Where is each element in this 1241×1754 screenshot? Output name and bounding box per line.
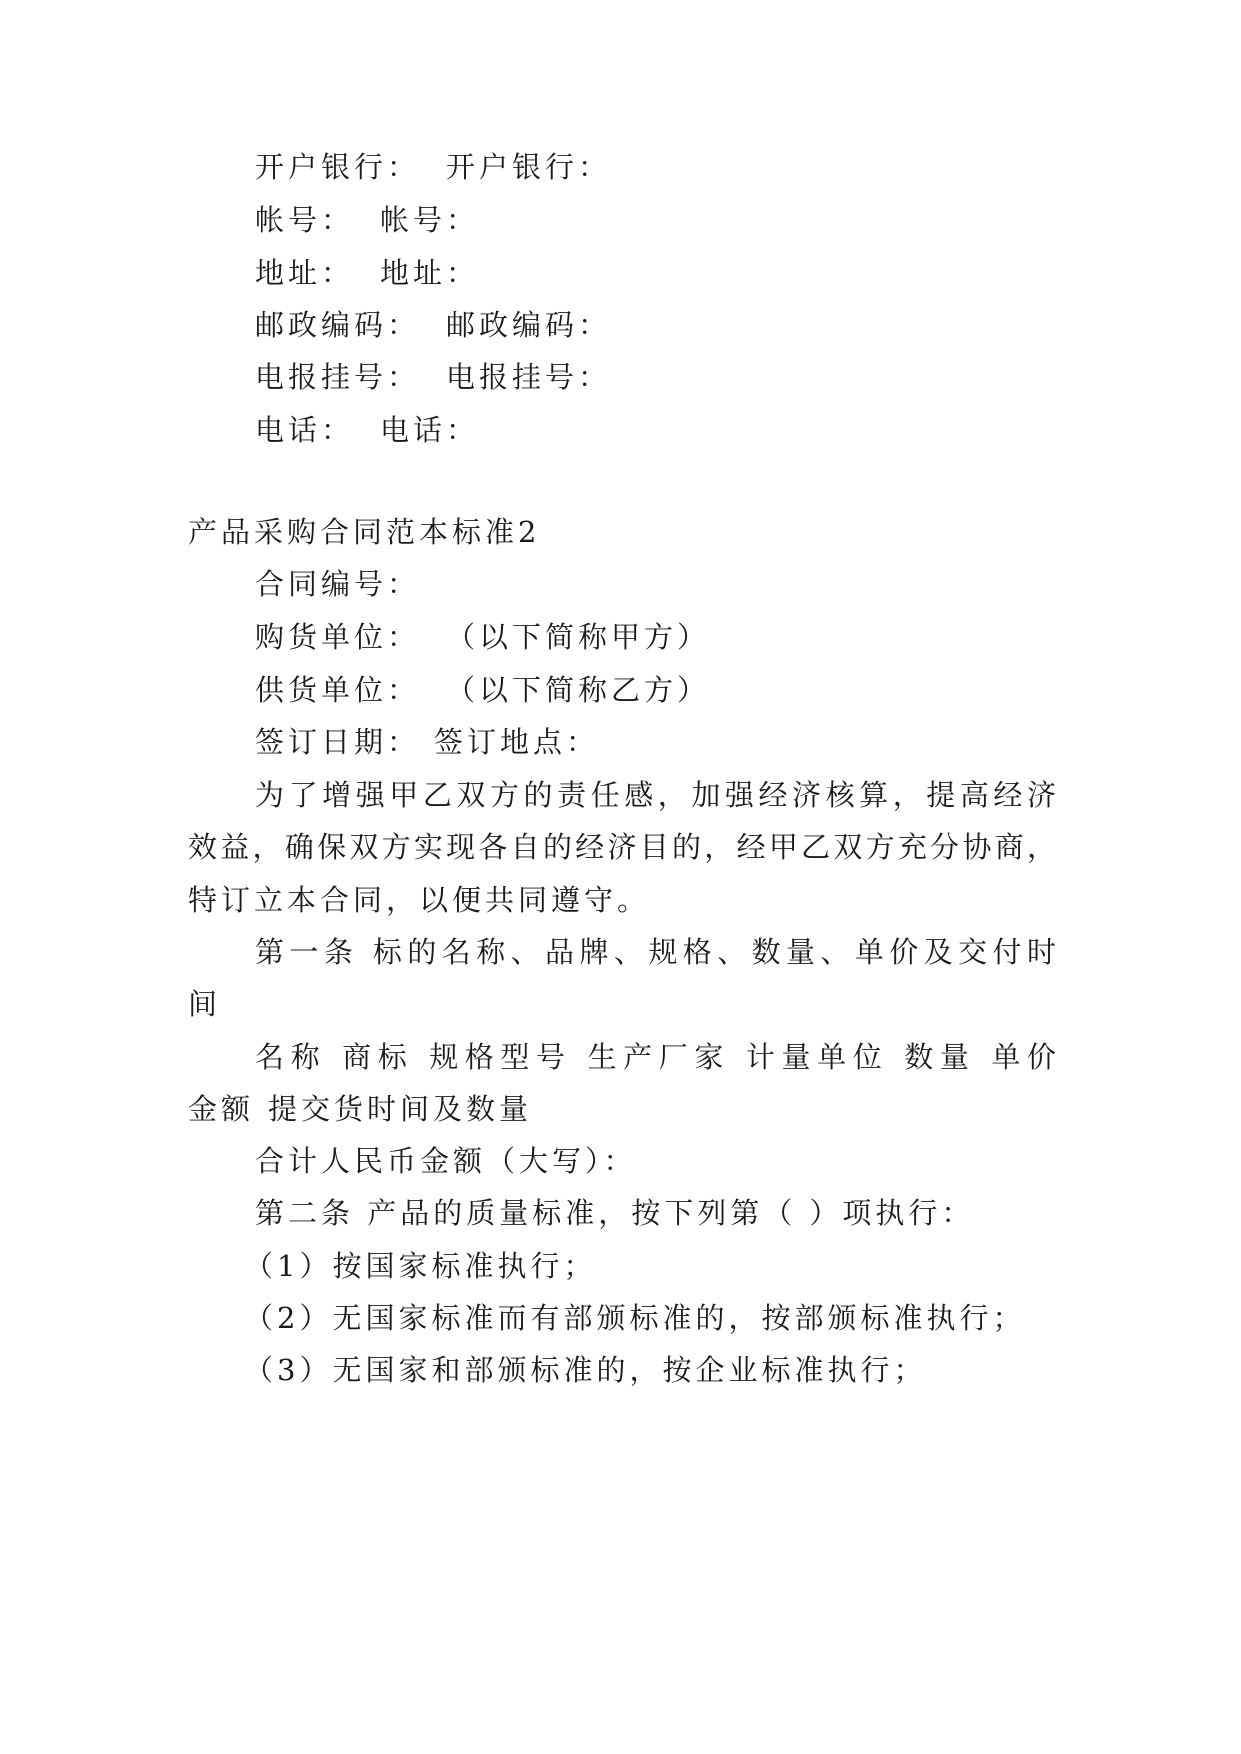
- option-3: （3）无国家和部颁标准的，按企业标准执行；: [244, 1353, 927, 1387]
- bank-label-party-b: 开户银行：: [446, 150, 612, 184]
- buyer-label: 购货单位：: [255, 620, 421, 654]
- article2-line: 第二条 产品的质量标准，按下列第（ ）项执行：: [255, 1196, 975, 1230]
- article1-line-1: 第一条 标的名称、品牌、规格、数量、单价及交付时: [255, 935, 1058, 969]
- telegraph-row: [255, 357, 1058, 397]
- total-amount-label: 合计人民币金额（大写）：: [255, 1144, 637, 1178]
- supplier-label: 供货单位：: [255, 673, 421, 707]
- column-unit-price: 单价: [991, 1040, 1058, 1074]
- contract-title: 产品采购合同范本标准2: [188, 515, 541, 549]
- column-amount: 金额: [188, 1092, 255, 1126]
- account-label-party-a: 帐号：: [255, 203, 355, 237]
- sign-date-label: 签订日期：: [255, 725, 421, 759]
- column-quantity: 数量: [904, 1040, 976, 1074]
- phone-label-party-b: 电话：: [380, 413, 480, 447]
- column-unit: 计量单位: [745, 1040, 889, 1074]
- option-2: （2）无国家标准而有部颁标准的，按部颁标准执行；: [244, 1301, 1026, 1335]
- address-label-party-a: 地址：: [255, 256, 355, 290]
- intro-line-3: 特订立本合同，以便共同遵守。: [188, 883, 651, 917]
- column-brand: 商标: [342, 1040, 414, 1074]
- intro-line-2: 效益，确保双方实现各自的经济目的，经甲乙双方充分协商，: [188, 830, 1058, 864]
- supplier-note: （以下简称乙方）: [446, 673, 711, 707]
- bank-label-party-a: 开户银行：: [255, 150, 421, 184]
- postcode-row: [255, 305, 1058, 345]
- contract-number-label: 合同编号：: [255, 567, 421, 601]
- column-manufacturer: 生产厂家: [587, 1040, 731, 1074]
- phone-label-party-a: 电话：: [255, 413, 355, 447]
- sign-place-label: 签订地点：: [434, 725, 600, 759]
- intro-line-1: 为了增强甲乙双方的责任感，加强经济核算，提高经济: [255, 778, 1058, 812]
- bank-row: [255, 147, 1058, 187]
- option-1: （1）按国家标准执行；: [244, 1249, 597, 1283]
- address-row: [255, 253, 1058, 293]
- postcode-label-party-b: 邮政编码：: [446, 308, 612, 342]
- column-name: 名称: [255, 1040, 327, 1074]
- telegraph-label-party-b: 电报挂号：: [446, 360, 612, 394]
- phone-row: [255, 410, 1058, 450]
- account-row: [255, 200, 1058, 240]
- article1-line-2: 间: [188, 987, 222, 1021]
- sign-row: [255, 722, 1058, 762]
- columns-line-2: [188, 1089, 1058, 1129]
- column-spec: 规格型号: [429, 1040, 572, 1074]
- buyer-note: （以下简称甲方）: [446, 620, 711, 654]
- column-delivery-time: 提交货时间及数量: [268, 1092, 533, 1126]
- supplier-row: [255, 670, 1058, 710]
- columns-line-1: [255, 1037, 1058, 1077]
- account-label-party-b: 帐号：: [380, 203, 480, 237]
- telegraph-label-party-a: 电报挂号：: [255, 360, 421, 394]
- address-label-party-b: 地址：: [380, 256, 480, 290]
- postcode-label-party-a: 邮政编码：: [255, 308, 421, 342]
- buyer-row: [255, 617, 1058, 657]
